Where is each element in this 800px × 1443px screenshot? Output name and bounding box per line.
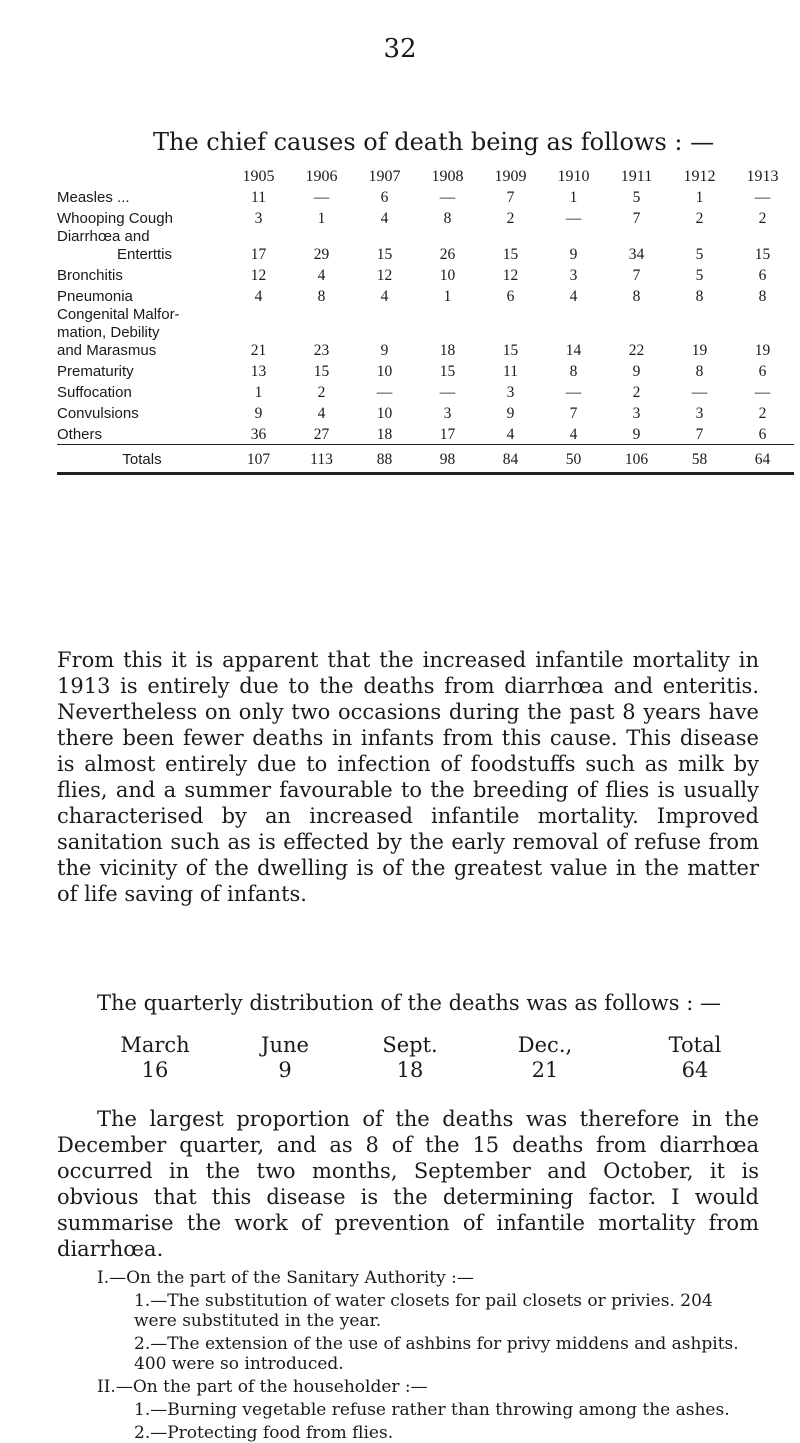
table-cell: 1 <box>317 210 326 227</box>
table-cell: 7 <box>632 210 641 227</box>
table-cell: 3 <box>506 384 515 401</box>
table-cell: 8 <box>695 288 704 305</box>
quarter-value: 64 <box>681 1058 709 1082</box>
table-cell: 8 <box>695 363 704 380</box>
table-cell: 11 <box>503 363 518 380</box>
table-row <box>57 360 794 381</box>
cause-label <box>57 285 227 306</box>
table-cell: 29 <box>313 246 330 263</box>
total-cell: 84 <box>479 445 542 474</box>
page-number: 32 <box>383 34 417 64</box>
section-1-item-2: 2.—The extension of the use of ashbins for privy middens and ashpits. 400 were so introduced. <box>134 1334 739 1374</box>
quarter-column <box>100 1033 210 1083</box>
table-cell: 19 <box>691 342 708 359</box>
table-cell: 2 <box>695 210 704 227</box>
year-header: 1905 <box>242 168 275 185</box>
table-cell: 19 <box>754 342 771 359</box>
table-cell: 2 <box>758 405 767 422</box>
table-cell: 23 <box>313 342 330 359</box>
cause-label-line: Bronchitis <box>57 267 123 284</box>
table-row <box>57 264 794 285</box>
table-cell: 36 <box>250 426 267 443</box>
table-cell: 4 <box>317 405 326 422</box>
cause-label <box>57 228 227 264</box>
cause-label-line: Diarrhœa and <box>57 228 150 245</box>
year-header: 1908 <box>431 168 464 185</box>
table-cell: 10 <box>376 405 393 422</box>
quarterly-intro: The quarterly distribution of the deaths was as follows : — <box>97 991 721 1015</box>
cause-label-line: Enterttis <box>117 246 173 263</box>
table-cell: 14 <box>565 342 582 359</box>
table-cell: 12 <box>502 267 519 284</box>
quarter-label: March <box>120 1033 190 1057</box>
table-cell: 15 <box>502 246 519 263</box>
totals-label: Totals <box>57 445 227 474</box>
table-cell: 5 <box>632 189 641 206</box>
table-row <box>57 207 794 228</box>
cause-label-line: Prematurity <box>57 363 134 380</box>
section-2-item-1: 1.—Burning vegetable refuse rather than throwing among the ashes. <box>134 1400 730 1420</box>
table-cell: — <box>565 210 582 227</box>
table-cell: 4 <box>380 210 389 227</box>
cause-label-line: Whooping Cough <box>57 210 173 227</box>
causes-of-death-table <box>57 162 794 475</box>
table-cell: 5 <box>695 246 704 263</box>
year-header: 1910 <box>557 168 590 185</box>
table-cell: 15 <box>754 246 771 263</box>
table-row <box>57 306 794 360</box>
total-cell: 113 <box>290 445 353 474</box>
table-cell: 6 <box>380 189 389 206</box>
table-cell: 9 <box>254 405 263 422</box>
table-cell: 2 <box>506 210 515 227</box>
cause-label-line: mation, Debility <box>57 324 160 341</box>
table-cell: — <box>754 189 771 206</box>
table-cell: 8 <box>632 288 641 305</box>
table-cell: 27 <box>313 426 330 443</box>
table-cell: 3 <box>569 267 578 284</box>
table-cell: 15 <box>313 363 330 380</box>
table-cell: 9 <box>380 342 389 359</box>
table-row <box>57 423 794 445</box>
header-cause-blank <box>57 162 227 186</box>
table-cell: 9 <box>569 246 578 263</box>
table-cell: 4 <box>254 288 263 305</box>
table-cell: 4 <box>317 267 326 284</box>
total-cell: 106 <box>605 445 668 474</box>
section-1-item-1: 1.—The substitution of water closets for pail closets or privies. 204 were substituted in the year. <box>134 1291 713 1331</box>
table-row <box>57 186 794 207</box>
quarter-column <box>640 1033 750 1083</box>
quarter-value: 21 <box>531 1058 559 1082</box>
total-cell: 64 <box>731 445 794 474</box>
table-cell: 34 <box>628 246 645 263</box>
quarter-label: June <box>261 1033 309 1057</box>
quarter-label: Total <box>668 1033 722 1057</box>
table-cell: 18 <box>376 426 393 443</box>
table-cell: 26 <box>439 246 456 263</box>
table-cell: 15 <box>502 342 519 359</box>
cause-label <box>57 264 227 285</box>
table-cell: 4 <box>569 288 578 305</box>
total-cell: 58 <box>668 445 731 474</box>
table-cell: 1 <box>569 189 578 206</box>
table-cell: 7 <box>695 426 704 443</box>
year-header: 1907 <box>368 168 401 185</box>
quarter-value: 9 <box>278 1058 292 1082</box>
table-cell: 1 <box>695 189 704 206</box>
table-cell: 9 <box>632 363 641 380</box>
table-intro: The chief causes of death being as follows : — <box>153 128 715 156</box>
table-cell: 4 <box>506 426 515 443</box>
paragraph-prevention-summary: The largest proportion of the deaths was therefore in the December quarter, and as 8 of the 15 deaths from diarrhœa occurred in the two months, September and October, it is obvious that this disease is the determining factor. I would summarise the work of prevention of infantile mortality from diarrhœa. <box>57 1107 759 1261</box>
table-cell: 1 <box>443 288 452 305</box>
total-cell: 50 <box>542 445 605 474</box>
table-cell: 4 <box>569 426 578 443</box>
table-cell: 6 <box>506 288 515 305</box>
year-header: 1913 <box>746 168 779 185</box>
table-cell: — <box>313 189 330 206</box>
table-cell: 3 <box>695 405 704 422</box>
table-cell: — <box>439 384 456 401</box>
table-cell: 12 <box>250 267 267 284</box>
cause-label <box>57 381 227 402</box>
quarter-label: Dec., <box>517 1033 573 1057</box>
table-cell: 2 <box>632 384 641 401</box>
table-cell: 10 <box>376 363 393 380</box>
table-cell: 8 <box>758 288 767 305</box>
cause-label <box>57 423 227 445</box>
table-cell: 4 <box>380 288 389 305</box>
table-header-row <box>57 162 794 186</box>
table-cell: 3 <box>632 405 641 422</box>
table-cell: 22 <box>628 342 645 359</box>
table-cell: 3 <box>443 405 452 422</box>
total-cell: 88 <box>353 445 416 474</box>
year-header: 1911 <box>620 168 653 185</box>
quarter-column <box>355 1033 465 1083</box>
table-row <box>57 402 794 423</box>
table-cell: 2 <box>317 384 326 401</box>
table-cell: 21 <box>250 342 267 359</box>
cause-label-line: Measles ... <box>57 189 130 206</box>
table-cell: 6 <box>758 363 767 380</box>
table-cell: 13 <box>250 363 267 380</box>
table-cell: 2 <box>758 210 767 227</box>
quarter-label: Sept. <box>382 1033 438 1057</box>
quarter-value: 16 <box>141 1058 169 1082</box>
table-cell: — <box>754 384 771 401</box>
year-header: 1906 <box>305 168 338 185</box>
section-2-heading: II.—On the part of the householder :— <box>97 1377 428 1397</box>
table-cell: — <box>439 189 456 206</box>
table-cell: 6 <box>758 426 767 443</box>
total-cell: 107 <box>227 445 290 474</box>
table-cell: — <box>376 384 393 401</box>
cause-label <box>57 207 227 228</box>
table-cell: — <box>565 384 582 401</box>
cause-label-line: and Marasmus <box>57 342 157 359</box>
cause-label <box>57 402 227 423</box>
table-cell: 6 <box>758 267 767 284</box>
table-cell: 7 <box>569 405 578 422</box>
table-cell: 9 <box>632 426 641 443</box>
year-header: 1912 <box>683 168 716 185</box>
cause-label-line: Suffocation <box>57 384 132 401</box>
table-cell: 8 <box>443 210 452 227</box>
quarter-column <box>490 1033 600 1083</box>
table-cell: 8 <box>569 363 578 380</box>
table-row <box>57 285 794 306</box>
table-cell: 15 <box>439 363 456 380</box>
cause-label <box>57 186 227 207</box>
table-cell: 3 <box>254 210 263 227</box>
cause-label-line: Congenital Malfor- <box>57 306 180 323</box>
cause-label <box>57 306 227 360</box>
quarter-value: 18 <box>396 1058 424 1082</box>
cause-label-line: Pneumonia <box>57 288 133 305</box>
table-row <box>57 228 794 264</box>
cause-label-line: Others <box>57 426 103 443</box>
quarter-column <box>230 1033 340 1083</box>
table-row <box>57 381 794 402</box>
table-cell: 7 <box>506 189 515 206</box>
paragraph-diarrhoea-analysis: From this it is apparent that the increased infantile mortality in 1913 is entirely due to the deaths from diarrhœa and enteritis. Nevertheless on only two occasions during the past 8 years have there been fewer deaths in infants from this cause. This disease is almost entirely due to infection of foodstuffs such as milk by flies, and a summer favourable to the breeding of flies is usually characterised by an increased infantile mortality. Improved sanitation such as is effected by the early removal of refuse from the vicinity of the dwelling is of the greatest value in the matter of life saving of infants. <box>57 648 759 906</box>
table-cell: 17 <box>250 246 267 263</box>
section-1-heading: I.—On the part of the Sanitary Authority :— <box>97 1268 474 1288</box>
table-cell: 1 <box>254 384 263 401</box>
table-cell: 10 <box>439 267 456 284</box>
year-header: 1909 <box>494 168 527 185</box>
table-cell: 5 <box>695 267 704 284</box>
table-cell: 9 <box>506 405 515 422</box>
table-cell: — <box>691 384 708 401</box>
table-cell: 11 <box>251 189 266 206</box>
total-cell: 98 <box>416 445 479 474</box>
cause-label <box>57 360 227 381</box>
table-cell: 12 <box>376 267 393 284</box>
table-cell: 18 <box>439 342 456 359</box>
table-cell: 8 <box>317 288 326 305</box>
section-2-item-2: 2.—Protecting food from flies. <box>134 1423 394 1443</box>
cause-label-line: Convulsions <box>57 405 139 422</box>
totals-row <box>57 445 794 474</box>
table-cell: 17 <box>439 426 456 443</box>
table-cell: 15 <box>376 246 393 263</box>
table-cell: 7 <box>632 267 641 284</box>
